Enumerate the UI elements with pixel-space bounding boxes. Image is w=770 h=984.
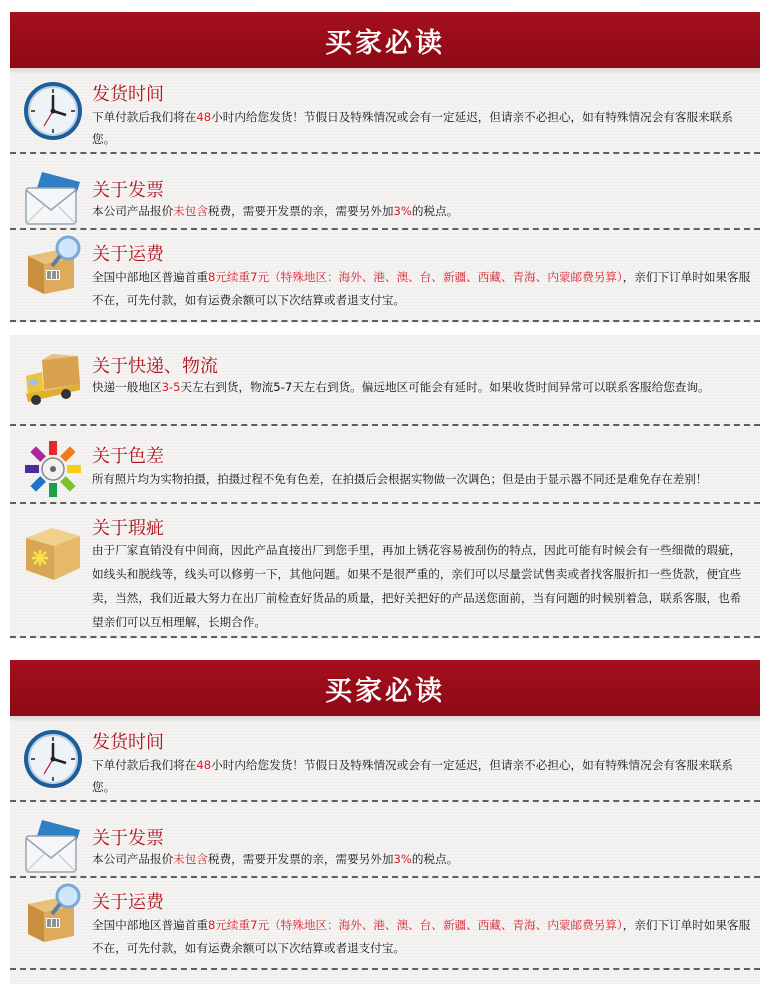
section-title: 关于快递、物流 <box>92 356 218 377</box>
package-search-icon <box>22 882 84 944</box>
section-title: 发货时间 <box>92 84 164 105</box>
truck-icon <box>22 350 84 412</box>
clock-icon <box>22 728 84 790</box>
section-freight <box>10 232 760 320</box>
divider <box>10 800 760 802</box>
divider <box>10 876 760 878</box>
section-body: 所有照片均为实物拍摄，拍摄过程不免有色差，在拍摄后会根据实物做一次调色；但是由于显示器不同还是难免存在差别！ <box>92 472 708 486</box>
section-body: 下单付款后我们将在48小时内给您发货！节假日及特殊情况或会有一定延迟，但请亲不必担心，如有特殊情况会有客服来联系您。 <box>92 758 733 794</box>
section-body: 本公司产品报价未包含税费，需要开发票的亲，需要另外加3%的税点。 <box>92 852 459 866</box>
envelope-icon <box>22 816 84 878</box>
divider <box>10 636 760 638</box>
section-title: 关于发票 <box>92 180 164 201</box>
section-title: 关于发票 <box>92 828 164 849</box>
section-body: 全国中部地区普遍首重8元续重7元（特殊地区：海外、港、澳、台、新疆、西藏、青海、内蒙邮费另算），亲们下订单时如果客服不在，可先付款，如有运费余额可以下次结算或者退支付宝。 <box>92 270 751 307</box>
section-defects <box>10 510 760 636</box>
divider <box>10 502 760 504</box>
section-body: 本公司产品报价未包含税费，需要开发票的亲，需要另外加3%的税点。 <box>92 204 459 218</box>
header-banner-1 <box>10 12 760 68</box>
section-freight <box>10 880 760 968</box>
section-title: 关于运费 <box>92 892 164 913</box>
color-wheel-icon <box>22 438 84 500</box>
section-color <box>10 430 760 502</box>
divider <box>10 228 760 230</box>
cardboard-box-icon <box>22 520 84 582</box>
section-shipping-time <box>10 720 760 800</box>
clock-icon <box>22 80 84 142</box>
section-title: 发货时间 <box>92 732 164 753</box>
section-title: 关于瑕疵 <box>92 518 164 539</box>
header-banner-2 <box>10 660 760 716</box>
section-body: 全国中部地区普遍首重8元续重7元（特殊地区：海外、港、澳、台、新疆、西藏、青海、内蒙邮费另算），亲们下订单时如果客服不在，可先付款，如有运费余额可以下次结算或者退支付宝。 <box>92 918 751 955</box>
section-shipping-time <box>10 72 760 152</box>
divider <box>10 424 760 426</box>
section-title: 关于色差 <box>92 446 164 467</box>
envelope-icon <box>22 168 84 230</box>
package-search-icon <box>22 234 84 296</box>
section-invoice <box>10 816 760 876</box>
divider <box>10 152 760 154</box>
section-invoice <box>10 168 760 228</box>
header-title: 买家必读 <box>325 675 445 707</box>
section-title: 关于运费 <box>92 244 164 265</box>
section-body: 由于厂家直销没有中间商，因此产品直接出厂到您手里，再加上锈花容易被刮伤的特点，因此可能有时候会有一些细微的瑕疵，如线头和脱线等，线头可以修剪一下，其他问题。如果不是很严重的，亲们可以尽量尝试售卖或者找客服折扣一些货款，便宜些卖，当然，我们近最大努力在出厂前检查好货品的质量，把好关把好的产品送您面前，当有问题的时候别着急，联系客服，也希望亲们可以互相理解，长期合作。 <box>92 543 742 629</box>
section-body: 快递一般地区3-5天左右到货，物流5-7天左右到货。偏远地区可能会有延时。如果收货时间异常可以联系客服给您查询。 <box>92 380 710 394</box>
divider <box>10 320 760 322</box>
section-logistics <box>10 342 760 422</box>
section-body: 下单付款后我们将在48小时内给您发货！节假日及特殊情况或会有一定延迟，但请亲不必担心，如有特殊情况会有客服来联系您。 <box>92 110 733 146</box>
divider <box>10 968 760 970</box>
header-title: 买家必读 <box>325 27 445 59</box>
